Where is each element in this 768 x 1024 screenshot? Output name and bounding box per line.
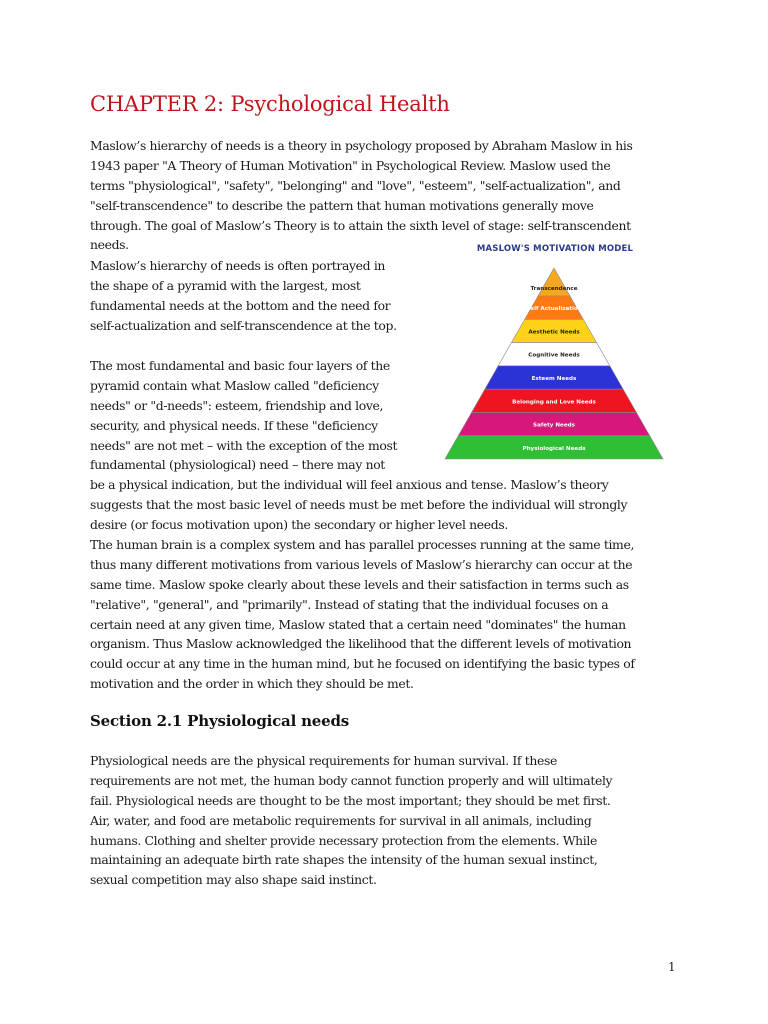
text-line: desire (or focus motivation upon) the secondary or higher level needs.: [90, 517, 508, 533]
pyramid-level-label: Safety Needs: [533, 422, 575, 429]
chapter-title: CHAPTER 2: Psychological Health: [90, 92, 450, 116]
text-line: The most fundamental and basic four layers of the: [90, 358, 390, 373]
text-line: pyramid contain what Maslow called "deficiency: [90, 377, 379, 393]
text-line: through. The goal of Maslow’s Theory is to attain the sixth level of stage: self-transcendent: [90, 217, 631, 233]
text-line: Maslow’s hierarchy of needs is often portrayed in: [90, 258, 386, 273]
text-line: fail. Physiological needs are thought to be the most important; they should be met first.: [90, 792, 611, 808]
text-line: suggests that the most basic level of needs must be met before the individual will strongly: [90, 497, 628, 513]
pyramid-level-label: Aesthetic Needs: [528, 329, 580, 336]
text-line: needs.: [90, 237, 129, 253]
text-line: could occur at any time in the human mind, but he focused on identifying the basic types of: [90, 656, 635, 672]
text-line: security, and physical needs. If these "deficiency: [90, 417, 378, 433]
paragraph-4: [90, 535, 635, 694]
text-line: sexual competition may also shape said instinct.: [90, 872, 377, 888]
text-line: 1943 paper "A Theory of Human Motivation" in Psychological Review. Maslow used the: [90, 157, 611, 173]
paragraph-5: [90, 751, 612, 890]
figure-title: MASLOW'S MOTIVATION MODEL: [476, 244, 634, 254]
text-line: "self-transcendence" to describe the pattern that human motivations generally move: [90, 197, 594, 213]
text-line: Physiological needs are the physical requirements for human survival. If these: [90, 753, 557, 768]
pyramid-diagram: [440, 240, 670, 465]
paragraph-1: [90, 136, 633, 255]
pyramid-level-label: Cognitive Needs: [528, 352, 580, 359]
text-line: requirements are not met, the human body cannot function properly and will ultimately: [90, 772, 613, 788]
text-line: be a physical indication, but the individual will feel anxious and tense. Maslow’s theory: [90, 477, 609, 493]
text-line: needs" are not met – with the exception of the most: [90, 437, 398, 453]
pyramid-level-label: Physiological Needs: [522, 445, 586, 452]
text-line: same time. Maslow spoke clearly about these levels and their satisfaction in terms such as: [90, 576, 629, 592]
text-line: thus many different motivations from various levels of Maslow’s hierarchy can occur at the: [90, 556, 633, 572]
text-line: fundamental (physiological) need – there may not: [90, 457, 385, 473]
text-line: Air, water, and food are metabolic requirements for survival in all animals, including: [90, 812, 592, 828]
text-line: humans. Clothing and shelter provide necessary protection from the elements. While: [90, 832, 598, 848]
maslow-pyramid-figure: [440, 240, 670, 465]
text-line: organism. Thus Maslow acknowledged the likelihood that the different levels of motivation: [90, 636, 632, 652]
text-line: self-actualization and self-transcendence at the top.: [90, 317, 397, 333]
text-line: certain need at any given time, Maslow stated that a certain need "dominates" the human: [90, 616, 626, 632]
text-line: maintaining an adequate birth rate shapes the intensity of the human sexual instinct,: [90, 852, 598, 868]
text-line: motivation and the order in which they should be met.: [90, 676, 414, 692]
section-title: Section 2.1 Physiological needs: [90, 712, 350, 730]
text-line: needs" or "d-needs": esteem, friendship and love,: [90, 397, 384, 413]
paragraph-2: [90, 256, 397, 336]
text-line: The human brain is a complex system and has parallel processes running at the same time,: [90, 537, 635, 552]
page-number: 1: [668, 960, 676, 974]
pyramid-level-label: Esteem Needs: [531, 376, 577, 382]
text-line: "relative", "general", and "primarily". Instead of stating that the individual focuses on a: [90, 596, 609, 612]
text-line: terms "physiological", "safety", "belonging" and "love", "esteem", "self-actualization", and: [90, 177, 621, 193]
text-line: fundamental needs at the bottom and the need for: [90, 297, 391, 313]
pyramid-level-label: Self Actualization: [526, 306, 582, 313]
pyramid-level-label: Belonging and Love Needs: [512, 399, 596, 406]
text-line: the shape of a pyramid with the largest, most: [90, 277, 361, 293]
text-line: Maslow’s hierarchy of needs is a theory in psychology proposed by Abraham Maslow in his: [90, 138, 633, 153]
pyramid-level-label: Transcendence: [530, 286, 578, 292]
